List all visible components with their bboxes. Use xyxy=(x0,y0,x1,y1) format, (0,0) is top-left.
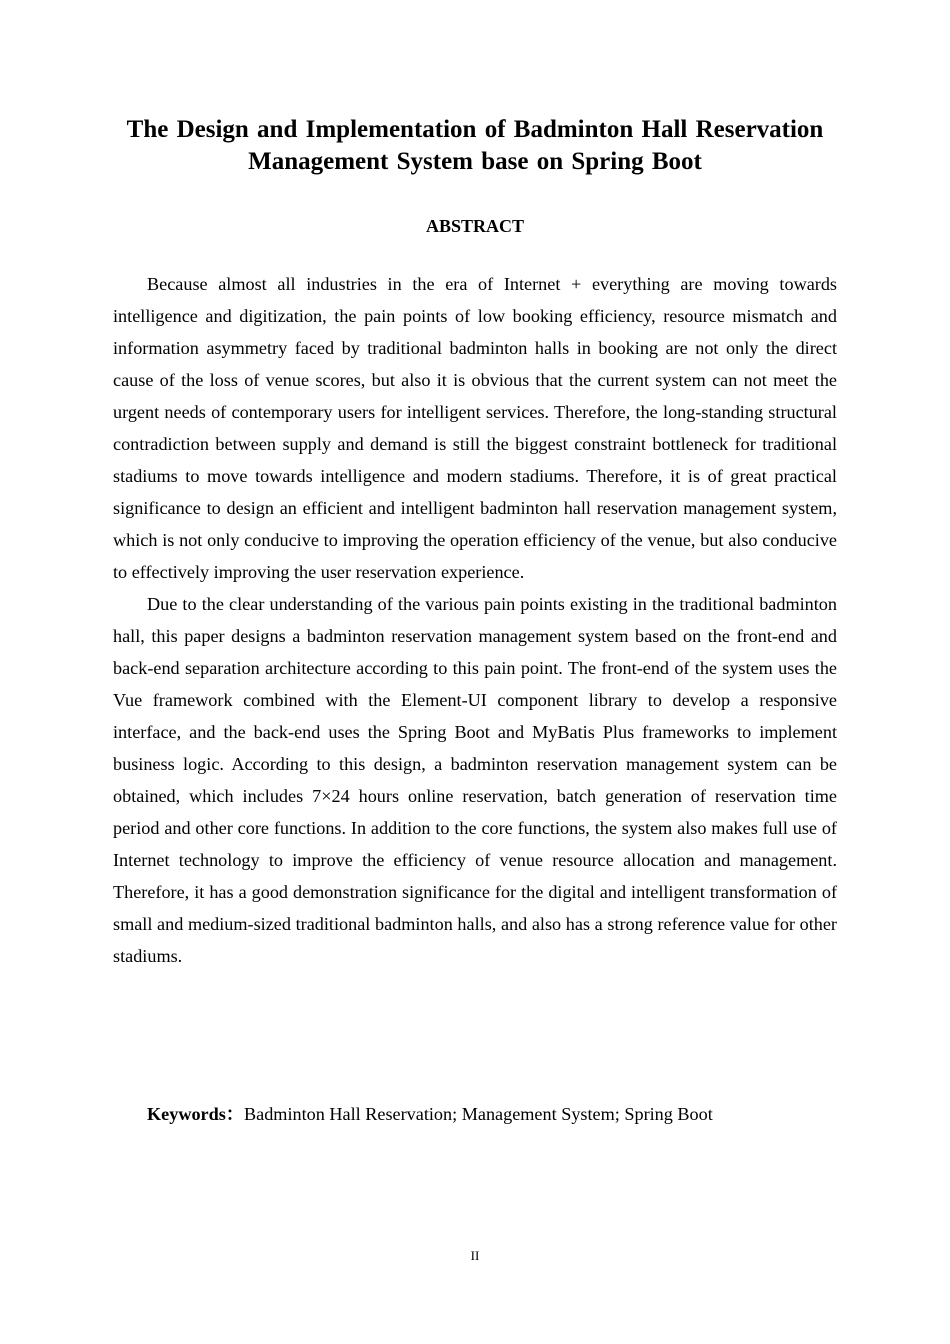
paper-title xyxy=(100,114,850,178)
paper-title-line-2: Management System base on Spring Boot xyxy=(248,148,702,175)
abstract-paragraph-2: Due to the clear understanding of the various pain points existing in the traditional badminton hall, this paper designs a badminton reservation management system based on the front-end and back-end separation architecture according to this pain point. The front-end of the system uses the Vue framework combined with the Element-UI component library to develop a responsive interface, and the back-end uses the Spring Boot and MyBatis Plus frameworks to implement business logic. According to this design, a badminton reservation management system can be obtained, which includes 7×24 hours online reservation, batch generation of reservation time period and other core functions. In addition to the core functions, the system also makes full use of Internet technology to improve the efficiency of venue resource allocation and management. Therefore, it has a good demonstration significance for the digital and intelligent transformation of small and medium-sized traditional badminton halls, and also has a strong reference value for other stadiums. xyxy=(113,594,837,966)
abstract-body xyxy=(113,268,837,972)
paper-title-line-1: The Design and Implementation of Badminton Hall Reservation xyxy=(126,116,824,143)
abstract-paragraph-1: Because almost all industries in the era of Internet + everything are moving towards intelligence and digitization, the pain points of low booking efficiency, resource mismatch and information asymmetry faced by traditional badminton halls in booking are not only the direct cause of the loss of venue scores, but also it is obvious that the current system can not meet the urgent needs of contemporary users for intelligent services. Therefore, the long-standing structural contradiction between supply and demand is still the biggest constraint bottleneck for traditional stadiums to move towards intelligence and modern stadiums. Therefore, it is of great practical significance to design an efficient and intelligent badminton hall reservation management system, which is not only conducive to improving the operation efficiency of the venue, but also conducive to effectively improving the user reservation experience. xyxy=(113,274,837,582)
abstract-heading: ABSTRACT xyxy=(425,216,525,236)
page-number: II xyxy=(470,1248,480,1263)
keywords-line xyxy=(147,1098,847,1130)
keywords-label: Keywords： xyxy=(147,1104,244,1124)
keywords-text: Badminton Hall Reservation; Management System; Spring Boot xyxy=(244,1104,713,1124)
